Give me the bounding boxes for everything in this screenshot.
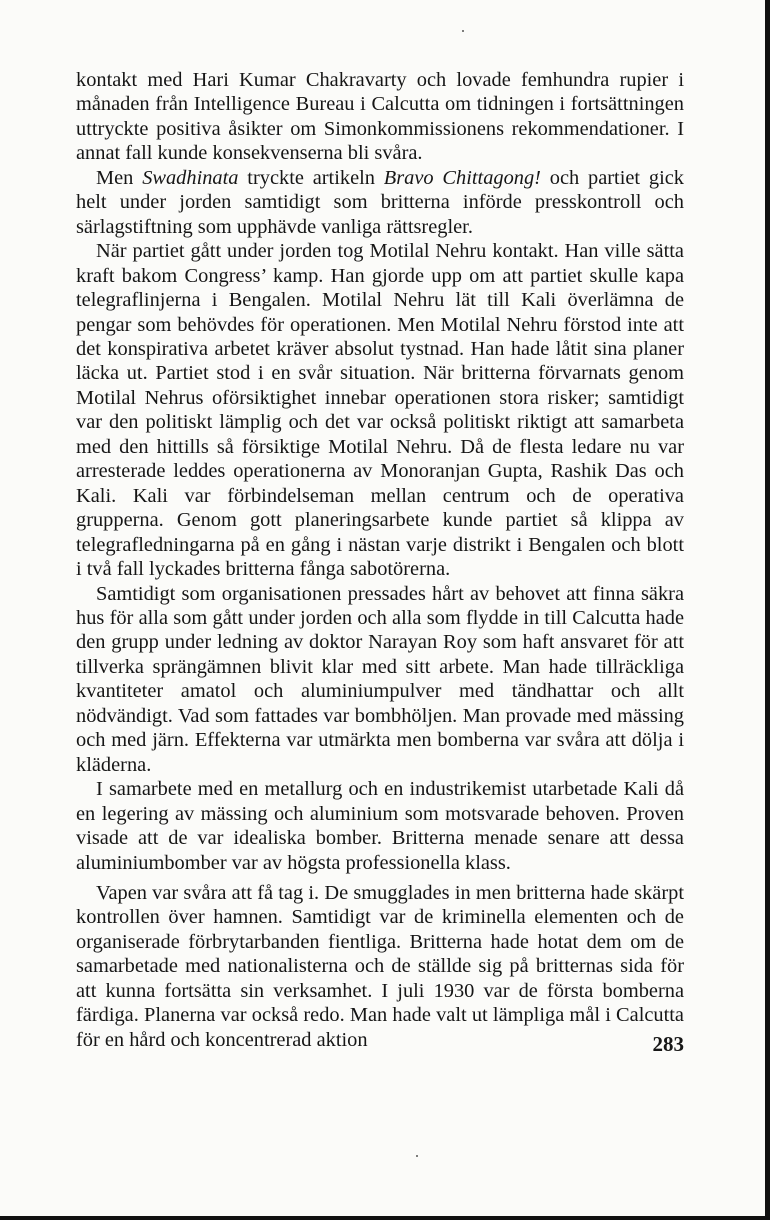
paragraph <box>76 68 684 166</box>
text-run: Vapen var svåra att få tag i. De smugglades in men britterna hade skärpt kontrollen över hamnen. Samtidigt var de kriminella elementen och de organiserade förbrytarbanden fientliga. Britterna hade hotat dem om de samarbetade med nationalisterna och de ställde sig på britternas sida för att kunna fortsätta sin verksamhet. I juli 1930 var de första bomberna färdiga. Planerna var också redo. Man hade valt ut lämpliga mål i Calcutta för en hård och koncentrerad aktion <box>76 881 684 1051</box>
text-run: tryckte artikeln <box>238 166 384 189</box>
paper-speck <box>416 1155 418 1157</box>
italic-title: Bravo Chittagong! <box>383 166 541 189</box>
paragraph <box>76 166 684 239</box>
paragraph <box>76 582 684 778</box>
text-run: När partiet gått under jorden tog Motilal Nehru kontakt. Han ville sätta kraft bakom Congress’ kamp. Han gjorde upp om att partiet skulle kapa telegraflinjerna i Bengalen. Motilal Nehru lät till Kali överlämna de pengar som behövdes för operationen. Men Motilal Nehru förstod inte att det konspirativa arbetet kräver absolut tystnad. Han hade låtit sina planer läcka ut. Partiet stod i en svår situation. När britterna förvarnats genom Motilal Nehrus oförsiktighet innebar operationen stora risker; samtidigt var den politiskt lämplig och det var också politiskt riktigt att samarbeta med den hittills så försiktige Motilal Nehru. Då de flesta ledare nu var arresterade leddes operationerna av Monoranjan Gupta, Rashik Das och Kali. Kali var förbindelseman mellan centrum och de operativa grupperna. Genom gott planeringsarbete kunde partiet så klippa av telegrafledningarna på en gång i nästan varje distrikt i Bengalen och blott i två fall lyckades britterna fånga sabotörerna. <box>76 240 684 581</box>
text-run: Samtidigt som organisationen pressades hårt av behovet att finna säkra hus för alla som gått under jorden och alla som flydde in till Calcutta hade den grupp under ledning av doktor Narayan Roy som haft ansvaret för att tillverka sprängämnen blivit klar med sitt arbete. Man hade tillräckliga kvantiteter amatol och aluminiumpulver med tändhattar och allt nödvändigt. Vad som fattades var bombhöljen. Man provade med mässing och med järn. Effekterna var utmärkta men bomberna var svåra att dölja i kläderna. <box>76 582 684 776</box>
body-text <box>76 68 684 1052</box>
text-run: och partiet gick helt under jorden samtidigt som britterna införde presskontroll och särlagstiftning som upphävde vanliga rättsregler. <box>76 166 684 238</box>
text-run: kontakt med Hari Kumar Chakravarty och lovade femhundra rupier i månaden från Intelligence Bureau i Calcutta om tidningen i fortsättningen uttryckte positiva åsikter om Simonkommissionens rekommendationer. I annat fall kunde konsekvenserna bli svåra. <box>76 69 684 165</box>
page-number: 283 <box>652 1032 684 1056</box>
text-run: Men <box>96 166 143 189</box>
text-run: I samarbete med en metallurg och en industrikemist utarbetade Kali då en legering av mässing och aluminium som motsvarade behoven. Proven visade att de var idealiska bomber. Britterna menade senare att dessa aluminiumbomber var av högsta professionella klass. <box>76 778 684 874</box>
paragraph <box>76 239 684 581</box>
paragraph <box>76 777 684 875</box>
paper-speck <box>462 30 464 32</box>
paragraph <box>76 881 684 1052</box>
italic-title: Swadhinata <box>142 166 239 189</box>
